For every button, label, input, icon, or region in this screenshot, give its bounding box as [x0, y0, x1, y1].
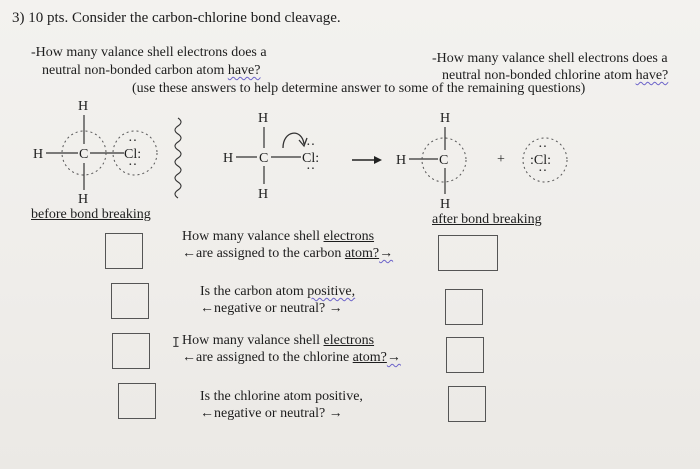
answer-box-left-2[interactable] — [111, 283, 149, 319]
prompt-1-arrow: → — [379, 246, 394, 261]
answer-box-right-3[interactable] — [446, 337, 484, 373]
text-cursor-icon: I — [172, 336, 180, 351]
mid-h-top: H — [258, 111, 269, 126]
prompt-2-positive: positive, — [307, 284, 356, 299]
left-chlorine: Cl: — [124, 147, 142, 162]
answer-box-right-2[interactable] — [445, 289, 483, 325]
mid-cl-dots-top: ·· — [306, 138, 316, 153]
molecule-after — [396, 111, 567, 212]
chlorine-have-word: have? — [635, 68, 669, 83]
wavy-divider — [175, 118, 181, 198]
prompt-3-arrow: → — [386, 350, 401, 365]
mid-h-left: H — [223, 151, 234, 166]
answer-box-left-4[interactable] — [118, 383, 156, 419]
left-cl-dots-bottom: ·· — [128, 158, 138, 173]
mid-cl-dots-bottom: ·· — [306, 162, 316, 177]
answer-box-left-1[interactable] — [105, 233, 143, 269]
left-carbon: C — [79, 147, 89, 162]
prompt-1-text2: ←are assigned to the carbon — [182, 246, 342, 261]
after-label: after bond breaking — [432, 212, 542, 227]
carbon-question-text: neutral non-bonded carbon atom — [42, 63, 225, 78]
mid-carbon: C — [259, 151, 269, 166]
reaction-arrow — [352, 156, 382, 164]
prompt-2-line2: ←negative or neutral? → — [200, 301, 343, 316]
left-cl-dots-top: ·· — [128, 134, 138, 149]
prompt-1-text: How many valance shell — [182, 229, 321, 244]
molecule-middle — [223, 111, 319, 202]
prompt-3-text2: ←are assigned to the chlorine — [182, 350, 350, 365]
prompt-2-line1 — [200, 284, 355, 300]
carbon-question-line2 — [42, 63, 260, 79]
right-h-left: H — [396, 153, 407, 168]
prompt-1-electrons: electrons — [323, 229, 375, 244]
curved-arrow — [283, 133, 304, 148]
carbon-question-line1: -How many valance shell electrons does a — [31, 45, 267, 60]
mid-h-bottom: H — [258, 187, 269, 202]
chloride-ion: :Cl: — [530, 153, 552, 168]
prompt-4-line1: Is the chlorine atom positive, — [200, 389, 363, 404]
chlorine-question-line1: -How many valance shell electrons does a — [432, 51, 668, 66]
prompt-1-line2 — [182, 246, 393, 262]
prompt-1-atom: atom? — [344, 246, 380, 261]
prompt-3-line1 — [182, 333, 374, 349]
prompt-3-atom: atom? — [352, 350, 387, 365]
answer-box-right-4[interactable] — [448, 386, 486, 422]
prompt-3-electrons: electrons — [323, 333, 375, 348]
left-h-bottom: H — [78, 192, 89, 207]
molecule-before — [33, 99, 157, 207]
prompt-4-line2: ←negative or neutral? → — [200, 406, 343, 421]
carbon-have-word: have? — [227, 63, 261, 78]
right-carbon: C — [439, 153, 449, 168]
chloride-dots-bottom: ·· — [538, 164, 548, 179]
left-h-top: H — [78, 99, 89, 114]
prompt-1-line1 — [182, 229, 374, 245]
prompt-2-text: Is the carbon atom — [200, 284, 304, 299]
mid-chlorine: Cl: — [302, 151, 320, 166]
hint-line: (use these answers to help determine answer to some of the remaining questions) — [132, 81, 586, 96]
chlorine-question-text: neutral non-bonded chlorine atom — [442, 68, 633, 83]
answer-box-left-3[interactable] — [112, 333, 150, 369]
curved-arrow-head — [299, 138, 307, 146]
plus-sign: + — [497, 152, 505, 167]
right-h-top: H — [440, 111, 451, 126]
left-h-left: H — [33, 147, 44, 162]
question-title: 3) 10 pts. Consider the carbon-chlorine bond cleavage. — [12, 10, 341, 26]
chloride-dots-top: ·· — [538, 140, 548, 155]
prompt-3-text: How many valance shell — [182, 333, 321, 348]
prompt-3-line2 — [182, 350, 401, 366]
right-h-bottom: H — [440, 197, 451, 212]
answer-box-right-1[interactable] — [438, 235, 498, 271]
before-label: before bond breaking — [31, 207, 151, 222]
